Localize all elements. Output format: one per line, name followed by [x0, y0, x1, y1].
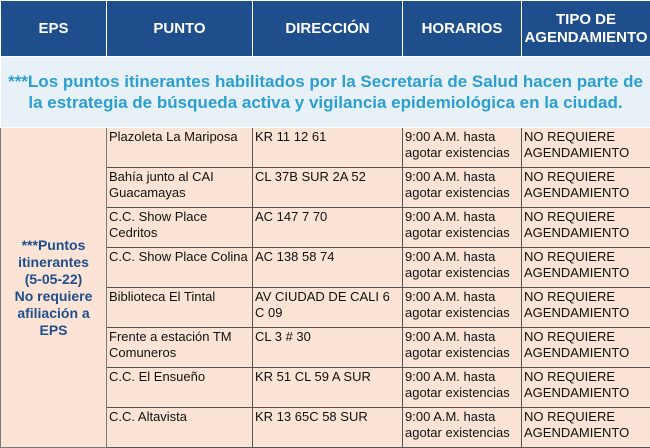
direccion-cell: KR 51 CL 59 A SUR	[253, 368, 403, 408]
header-eps: EPS	[1, 1, 107, 57]
horario-cell: 9:00 A.M. hasta agotar existencias	[403, 328, 522, 368]
eps-label-line: ***Puntos	[5, 237, 102, 254]
tipo-agendamiento-cell: NO REQUIERE AGENDAMIENTO	[522, 288, 650, 328]
notice-row	[1, 57, 650, 128]
tipo-agendamiento-cell: NO REQUIERE AGENDAMIENTO	[522, 408, 650, 448]
horario-cell: 9:00 A.M. hasta agotar existencias	[403, 248, 522, 288]
punto-cell: C.C. El Ensueño	[107, 368, 253, 408]
eps-label-line: afiliación a	[5, 305, 102, 322]
horario-cell: 9:00 A.M. hasta agotar existencias	[403, 168, 522, 208]
horario-cell: 9:00 A.M. hasta agotar existencias	[403, 208, 522, 248]
horario-cell: 9:00 A.M. hasta agotar existencias	[403, 368, 522, 408]
direccion-cell: CL 3 # 30	[253, 328, 403, 368]
punto-cell: Plazoleta La Mariposa	[107, 128, 253, 168]
header-punto: PUNTO	[107, 1, 253, 57]
direccion-cell: AC 138 58 74	[253, 248, 403, 288]
direccion-cell: AV CIUDAD DE CALI 6 C 09	[253, 288, 403, 328]
punto-cell: C.C. Show Place Cedritos	[107, 208, 253, 248]
punto-cell: C.C. Altavista	[107, 408, 253, 448]
eps-label-line: EPS	[5, 322, 102, 339]
tipo-agendamiento-cell: NO REQUIERE AGENDAMIENTO	[522, 208, 650, 248]
header-direccion: DIRECCIÓN	[253, 1, 403, 57]
header-tipo-agendamiento: TIPO DE AGENDAMIENTO	[522, 1, 650, 57]
punto-cell: Frente a estación TM Comuneros	[107, 328, 253, 368]
tipo-agendamiento-cell: NO REQUIERE AGENDAMIENTO	[522, 248, 650, 288]
eps-label-cell	[1, 128, 107, 448]
eps-label-line: (5-05-22)	[5, 271, 102, 288]
table-row	[1, 128, 650, 168]
tipo-agendamiento-cell: NO REQUIERE AGENDAMIENTO	[522, 128, 650, 168]
punto-cell: Biblioteca El Tintal	[107, 288, 253, 328]
horario-cell: 9:00 A.M. hasta agotar existencias	[403, 288, 522, 328]
horario-cell: 9:00 A.M. hasta agotar existencias	[403, 128, 522, 168]
punto-cell: Bahía junto al CAI Guacamayas	[107, 168, 253, 208]
header-horarios: HORARIOS	[403, 1, 522, 57]
eps-label-line: itinerantes	[5, 254, 102, 271]
punto-cell: C.C. Show Place Colina	[107, 248, 253, 288]
tipo-agendamiento-cell: NO REQUIERE AGENDAMIENTO	[522, 328, 650, 368]
horario-cell: 9:00 A.M. hasta agotar existencias	[403, 408, 522, 448]
tipo-agendamiento-cell: NO REQUIERE AGENDAMIENTO	[522, 168, 650, 208]
header-row	[1, 1, 650, 57]
direccion-cell: KR 13 65C 58 SUR	[253, 408, 403, 448]
eps-label-line: No requiere	[5, 288, 102, 305]
tipo-agendamiento-cell: NO REQUIERE AGENDAMIENTO	[522, 368, 650, 408]
direccion-cell: CL 37B SUR 2A 52	[253, 168, 403, 208]
direccion-cell: KR 11 12 61	[253, 128, 403, 168]
direccion-cell: AC 147 7 70	[253, 208, 403, 248]
notice-text: ***Los puntos itinerantes habilitados por la Secretaría de Salud hacen parte de la estrategia de búsqueda activa y vigilancia epidemiológica en la ciudad.	[1, 57, 650, 128]
